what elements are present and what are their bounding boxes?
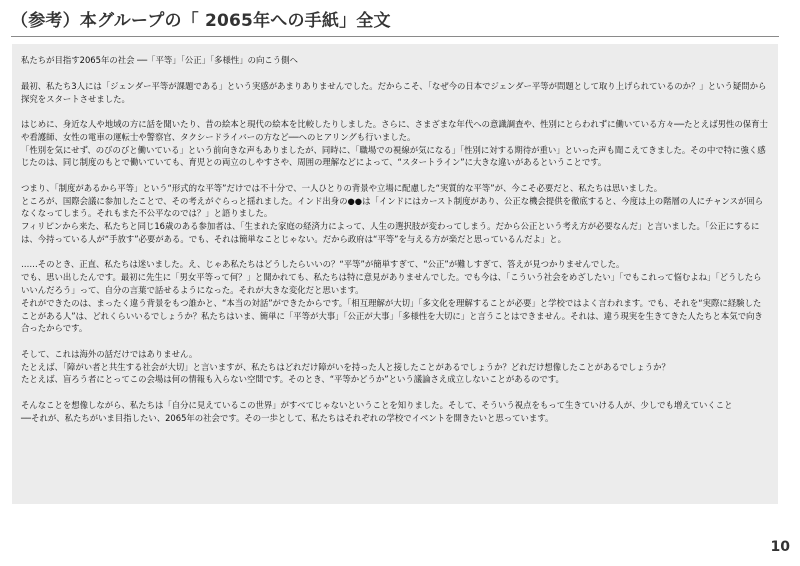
title-divider — [11, 36, 779, 37]
letter-paragraph-2 — [21, 118, 769, 169]
letter-paragraph-3 — [21, 182, 769, 246]
letter-paragraph-5 — [21, 348, 769, 386]
letter-heading: 私たちが目指す2065年の社会 ──「平等」「公正」「多様性」の向こう側へ — [21, 55, 298, 65]
letter-line: それができたのは、まったく違う背景をもつ誰かと、“本当の対話”ができたからです。「相互理解が大切」「多文化を理解することが必要」と学校ではよく言われます。でも、それを“実際に経験したことがある人”は、どれくらいいるでしょうか？私たちはいま、簡単に「平等が大事」「公正が大事」「多様性を大切に」と言うことはできません。それは、違う現実を生きてきた人たちと本気で向き合ったからです。 — [21, 297, 763, 334]
letter-line: フィリピンから来た、私たちと同じ16歳のある参加者は、「生まれた家庭の経済力によって、人生の選択肢が変わってしまう。だから公正という考え方が必要なんだ」と言いました。「公正にするには、今持っている人が“手放す”必要がある。でも、それは簡単なことじゃない。だから政府は“平等”を与える方が楽だと思っているんだよ」と。 — [21, 221, 760, 244]
letter-line: たとえば、盲ろう者にとってこの会場は何の情報も入らない空間です。そのとき、“平等かどうか”という議論さえ成立しないことがあるのです。 — [21, 374, 564, 385]
letter-line: ──それが、私たちがいま目指したい、2065年の社会です。その一歩として、私たちはそれぞれの学校でイベントを開きたいと思っています。 — [21, 412, 554, 423]
letter-line: 最初、私たち3人には「ジェンダー平等が課題である」という実感があまりありませんでした。だからこそ、「なぜ今の日本でジェンダー平等が問題として取り上げられているのか？」という疑問から探究をスタートさせました。 — [21, 80, 767, 104]
letter-line: ……そのとき、正直、私たちは迷いました。え、じゃあ私たちはどうしたらいいの？“平等”が簡単すぎて、“公正”が難しすぎて、答えが見つかりませんでした。 — [21, 259, 625, 270]
letter-line: つまり、「制度があるから平等」という“形式的な平等”だけでは不十分で、一人ひとりの背景や立場に配慮した“実質的な平等”が、今こそ必要だと、私たちは思いました。 — [21, 182, 663, 193]
letter-line: そんなことを想像しながら、私たちは「自分に見えているこの世界」がすべてじゃないということを知りました。そして、そういう視点をもって生きていける人が、少しでも増えていくこと — [21, 399, 733, 410]
letter-line: そして、これは海外の話だけではありません。 — [21, 348, 198, 359]
letter-line: はじめに、身近な人や地域の方に話を聞いたり、昔の絵本と現代の絵本を比較したりしました。さらに、さまざまな年代への意識調査や、性別にとらわれずに働いている方々──たとえば男性の保育士や看護師、女性の電車の運転士や警察官、タクシードライバーの方など──へのヒアリングも行いました。 — [21, 118, 768, 142]
letter-paragraph-6 — [21, 399, 769, 425]
page-number: 10 — [770, 539, 790, 555]
slide-title: （参考）本グループの「 2065年への手紙」全文 — [11, 11, 391, 31]
letter-line: ところが、国際会議に参加したことで、その考えがぐらっと揺れました。インド出身の●●は「インドにはカースト制度があり、公正な機会提供を徹底すると、今度は上の階層の人にチャンスが回らなくなってしまう。それもまた不公平なのでは？」と語りました。 — [21, 195, 764, 219]
letter-line: でも、思い出したんです。最初に先生に「男女平等って何？」と聞かれても、私たちは特に意見がありませんでした。でも今は、「こういう社会をめざしたい」「でもこれって悩むよね」「どうしたらいいんだろう」って、自分の言葉で話せるようになった。それが大きな変化だと思います。 — [21, 272, 762, 295]
letter-line: たとえば、「障がい者と共生する社会が大切」と言いますが、私たちはどれだけ障がいを持った人と接したことがあるでしょうか？どれだけ想像したことがあるでしょうか？ — [21, 361, 670, 372]
letter-paragraph-1 — [21, 80, 769, 106]
letter-text-box — [12, 44, 778, 504]
letter-paragraph-4 — [21, 258, 769, 335]
letter-line: 「性別を気にせず、のびのびと働いている」という前向きな声もありましたが、同時に、「職場での視線が気になる」「性別に対する期待が重い」といった声も聞こえてきました。その中で特に強く感じたのは、同じ制度のもとで働いていても、育児との両立のしやすさや、周囲の理解などによって、“スタートライン”に大きな違いがあるということです。 — [21, 144, 766, 168]
